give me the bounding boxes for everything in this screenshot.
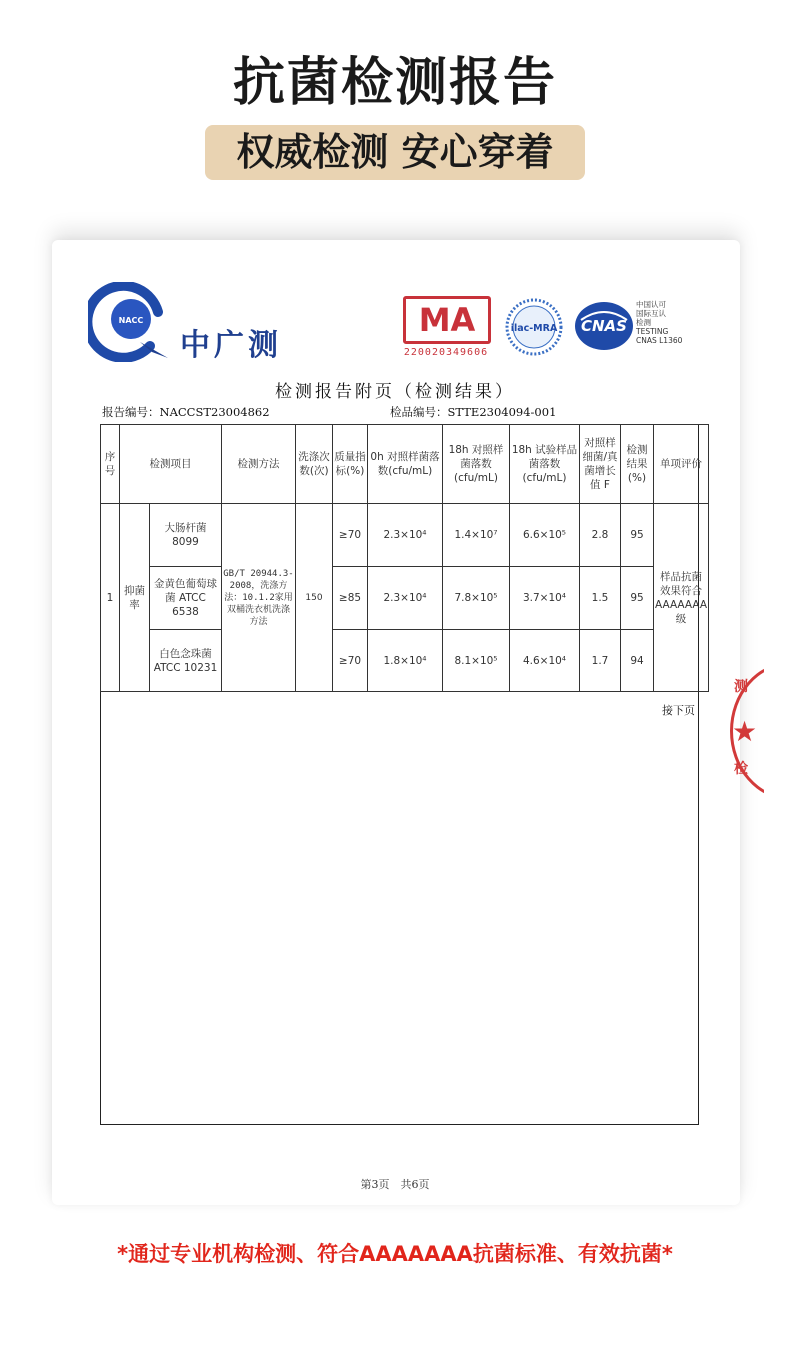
organism-cell: 金黄色葡萄球菌 ATCC 6538 — [150, 567, 222, 630]
stamp-char: 测 — [734, 679, 748, 695]
seq-cell: 1 — [101, 504, 120, 692]
growth-cell: 2.8 — [580, 504, 621, 567]
table-row — [101, 630, 709, 692]
col-evaluation: 单项评价 — [654, 425, 709, 504]
evaluation-cell: 样品抗菌效果符合AAAAAAA级 — [654, 504, 709, 692]
method-cell: GB/T 20944.3-2008，洗涤方法：10.1.2家用双桶洗衣机洗涤方法 — [222, 504, 296, 692]
report-no-value: NACCST23004862 — [159, 405, 270, 419]
sample-no-label: 检品编号： — [390, 405, 448, 419]
t18-cell: 3.7×10⁴ — [510, 567, 580, 630]
table-row — [101, 504, 709, 567]
cnas-line: 国际互认 — [636, 309, 666, 318]
sample-no-value: STTE2304094-001 — [447, 405, 557, 419]
col-quality: 质量指标(%) — [333, 425, 368, 504]
result-cell: 94 — [621, 630, 654, 692]
c0-cell: 2.3×10⁴ — [368, 567, 443, 630]
col-method: 检测方法 — [222, 425, 296, 504]
col-18h-sample: 18h 试验样品菌落数(cfu/mL) — [510, 425, 580, 504]
c0-cell: 2.3×10⁴ — [368, 504, 443, 567]
sample-number — [390, 404, 556, 420]
report-number — [102, 404, 270, 420]
col-18h-control: 18h 对照样菌落数(cfu/mL) — [443, 425, 510, 504]
wash-cell: 150 — [296, 504, 333, 692]
cnas-line: TESTING — [636, 327, 669, 336]
quality-cell: ≥70 — [333, 504, 368, 567]
org-name: 中广测 — [180, 328, 282, 363]
col-growth: 对照样细菌/真菌增长值 F — [580, 425, 621, 504]
c18-cell: 8.1×10⁵ — [443, 630, 510, 692]
organism-cell: 大肠杆菌 8099 — [150, 504, 222, 567]
footer-note: *通过专业机构检测、符合AAAAAAA抗菌标准、有效抗菌* — [117, 1242, 673, 1266]
col-seq: 序号 — [101, 425, 120, 504]
cnas-line: 中国认可 — [636, 300, 666, 309]
result-cell: 95 — [621, 567, 654, 630]
nacc-abbr: NACC — [118, 316, 144, 325]
ma-mark: MA — [403, 296, 491, 344]
cnas-line: 检测 — [636, 318, 651, 327]
c18-cell: 1.4×10⁷ — [443, 504, 510, 567]
c0-cell: 1.8×10⁴ — [368, 630, 443, 692]
cnas-line: CNAS L1360 — [636, 336, 683, 345]
quality-cell: ≥85 — [333, 567, 368, 630]
quality-cell: ≥70 — [333, 630, 368, 692]
cma-logo — [403, 296, 489, 358]
continued-note: 接下页 — [662, 704, 695, 717]
organism-cell: 白色念珠菌 ATCC 10231 — [150, 630, 222, 692]
page-number: 第3页 共6页 — [360, 1178, 430, 1191]
results-table — [100, 424, 709, 692]
page-subtitle: 权威检测 安心穿着 — [205, 125, 585, 180]
ma-number: 220020349606 — [403, 347, 489, 358]
table-header-row — [101, 425, 709, 504]
t18-cell: 4.6×10⁴ — [510, 630, 580, 692]
col-result: 检测结果(%) — [621, 425, 654, 504]
t18-cell: 6.6×10⁵ — [510, 504, 580, 567]
result-cell: 95 — [621, 504, 654, 567]
col-washes: 洗涤次数(次) — [296, 425, 333, 504]
stamp-star-icon: ★ — [732, 715, 758, 748]
red-stamp — [724, 662, 764, 802]
growth-cell: 1.7 — [580, 630, 621, 692]
report-no-label: 报告编号： — [102, 405, 160, 419]
report-title: 检测报告附页（检测结果） — [275, 382, 515, 402]
page-title: 抗菌检测报告 — [232, 53, 557, 113]
group-cell: 抑菌率 — [120, 504, 150, 692]
table-row — [101, 567, 709, 630]
c18-cell: 7.8×10⁵ — [443, 567, 510, 630]
growth-cell: 1.5 — [580, 567, 621, 630]
ilac-text: ilac-MRA — [510, 323, 558, 334]
cnas-text: CNAS — [581, 317, 627, 335]
cnas-logo-icon — [573, 300, 635, 352]
col-0h-control: 0h 对照样菌落数(cfu/mL) — [368, 425, 443, 504]
cnas-caption — [636, 300, 682, 345]
ilac-mra-logo-icon — [503, 298, 565, 356]
col-item: 检测项目 — [120, 425, 222, 504]
stamp-char: 检 — [734, 761, 748, 777]
nacc-logo-icon — [88, 282, 178, 362]
